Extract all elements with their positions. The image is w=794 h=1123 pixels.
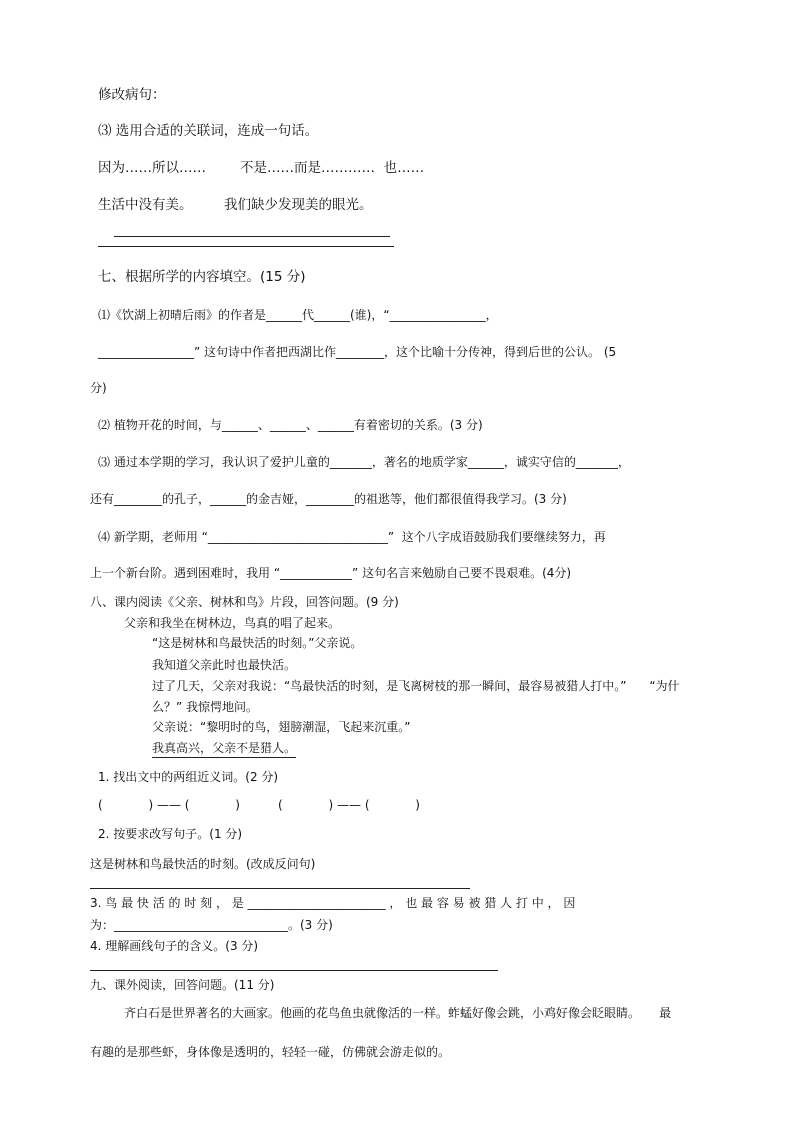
- question-8-3-line2: 为：_____________________________。(3 分): [90, 918, 333, 932]
- question-8-4: 4. 理解画线句子的含义。(3 分): [90, 939, 259, 953]
- question-8-3-line1: 3. 鸟 最 快 活 的 时 刻 ， 是 _______________________ ， 也 最 容 易 被 猎 人 打 中 ， 因: [90, 896, 576, 910]
- passage-para-5: 父亲说：“黎明时的鸟，翅膀潮湿，飞起来沉重。”: [152, 720, 411, 734]
- conjunction-option-2: 不是……而是………… 也……: [240, 160, 425, 176]
- question-8-2-sentence: 这是树林和鸟最快活的时刻。(改成反问句): [90, 857, 316, 871]
- question-7-3-line2: 还有________的孔子，______的金吉娅，________的祖逖等，他们都很值得我学习。(3 分): [90, 492, 567, 506]
- question-8-1-answer: ( ) —— ( ) ( ) —— ( ): [98, 798, 420, 812]
- reading-para-1: 齐白石是世界著名的大画家。他画的花鸟鱼虫就像活的一样。蚱蜢好像会跳，小鸡好像会眨眼睛。 最: [124, 1006, 672, 1020]
- passage-para-4-line2: 么？” 我惊愕地问。: [152, 700, 259, 714]
- sentence-2: 我们缺少发现美的眼光。: [224, 197, 373, 213]
- underlined-sentence: 我真高兴，父亲不是猎人。: [152, 739, 296, 758]
- question-7-2: ⑵ 植物开花的时间，与______、______、______有着密切的关系。(3 分): [98, 418, 483, 432]
- question-7-1-line2: ________________” 这句诗中作者把西湖比作________，这个比喻十分传神，得到后世的公认。 (5: [98, 345, 617, 359]
- passage-para-1: 父亲和我坐在树林边，鸟真的唱了起来。: [124, 616, 341, 630]
- question-7-1-line1: ⑴《饮湖上初晴后雨》的作者是______代______(谁)，“________________，: [98, 308, 498, 322]
- section-7-title: 七、根据所学的内容填空。(15 分): [98, 269, 306, 285]
- reading-para-2: 有趣的是那些虾，身体像是透明的，轻轻一碰，仿佛就会游走似的。: [90, 1045, 451, 1059]
- passage-para-3: 我知道父亲此时也最快活。: [152, 658, 297, 672]
- question-7-3-line1: ⑶ 通过本学期的学习，我认识了爱护儿童的_______，著名的地质学家______，诚实守信的_______，: [98, 455, 630, 469]
- question-6-3: ⑶ 选用合适的关联词，连成一句话。: [98, 123, 319, 139]
- revise-sentence-label: 修改病句：: [98, 87, 166, 103]
- section-9-title: 九、课外阅读，回答问题。(11 分): [90, 978, 275, 992]
- question-8-2: 2. 按要求改写句子。(1 分): [98, 827, 243, 841]
- sentence-1: 生活中没有美。: [98, 197, 193, 213]
- passage-para-4-line1: 过了几天，父亲对我说：“鸟最快活的时刻，是飞离树枝的那一瞬间，最容易被猎人打中。” “为什: [152, 679, 680, 693]
- answer-line: [90, 888, 470, 889]
- answer-line: [114, 236, 390, 237]
- answer-line: [98, 246, 394, 247]
- question-7-4-line2: 上一个新台阶。遇到困难时，我用 “____________” 这句名言来勉励自己要不畏艰难。(4分): [90, 566, 572, 580]
- answer-line: [90, 970, 498, 971]
- conjunction-option-1: 因为……所以……: [98, 160, 206, 176]
- question-7-1-line3: 分): [90, 381, 107, 395]
- section-8-title: 八、课内阅读《父亲、树林和鸟》片段，回答问题。(9 分): [90, 595, 399, 609]
- question-8-1: 1. 找出文中的两组近义词。(2 分): [98, 770, 279, 784]
- passage-para-2: “这是树林和鸟最快活的时刻。”父亲说。: [152, 636, 363, 650]
- question-7-4-line1: ⑷ 新学期，老师用 “______________________________” 这个八字成语鼓励我们要继续努力，再: [98, 530, 606, 544]
